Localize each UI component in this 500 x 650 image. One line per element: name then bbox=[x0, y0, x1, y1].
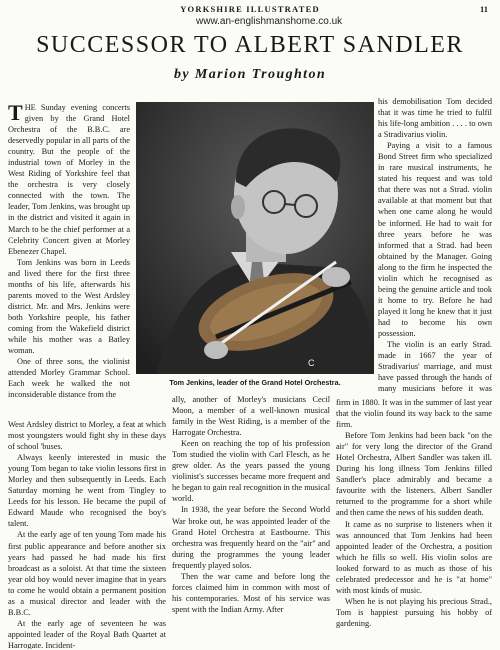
paragraph: Tom Jenkins was born in Leeds and lived there for the first three months of his life, afterwards his parents moved to the West Ardsley district. Mr. and Mrs. Jenkins were both Yorkshire people, his father coming from the Wakefield district while his mother was a Batley woman. bbox=[8, 257, 130, 356]
page-number: 11 bbox=[479, 4, 488, 14]
paragraph: It came as no surprise to listeners when it was announced that Tom Jenkins had been appointed leader of the Orchestra, a position which he fills so well. His violin solos are looked forward to as much as those of his celebrated predecessor and he is "at home" with most kinds of music. bbox=[336, 519, 492, 595]
paragraph: Paying a visit to a famous Bond Street firm who specialized in rare musical instruments, he stated his request and was told that there was not a Strad. violin available at that moment but that when one came along he would be informed. He had to wait for three years before he was informed that a Strad. had been obtained by the Manager. Going along to the firm he inspected the violin which he recognised as being the genuine article and took it home to try. Before he had played it long he knew that it just had to become his own possession. bbox=[378, 141, 492, 338]
column-2 bbox=[172, 394, 330, 649]
portrait-photo bbox=[136, 102, 374, 374]
paragraph: Then the war came and before long the forces claimed him in common with most of his contemporaries. Most of his service was spent with the Indian Army. After bbox=[172, 571, 330, 614]
column-1-bottom bbox=[8, 419, 166, 649]
paragraph: At the early age of seventeen he was appointed leader of the Royal Bath Quartet at Harrogate. Incident- bbox=[8, 618, 166, 649]
column-3-top bbox=[378, 96, 492, 394]
photo-credit-mark: C bbox=[308, 358, 315, 368]
paragraph: One of three sons, the violinist attended Morley Grammar School. Each week he walked the not inconsiderable distance from the bbox=[8, 357, 130, 400]
paragraph: Before Tom Jenkins had been back "on the air" for very long the director of the Grand Hotel Orchestra, Albert Sandler was taken ill. During his long illness Tom Jenkins filled Sandler's place admirably and became a favourite with the listeners. Albert Sandler returned to the programme for a short while and then came the news of his sudden death. bbox=[336, 431, 492, 518]
paragraph: firm in 1880. It was in the summer of last year that the violin found its way back to the same firm. bbox=[336, 398, 492, 430]
column-1-top bbox=[8, 102, 130, 418]
paragraph: When he is not playing his precious Strad., Tom is happiest pursuing his hobby of gardening. bbox=[336, 596, 492, 628]
article-title: SUCCESSOR TO ALBERT SANDLER bbox=[36, 32, 464, 58]
watermark-url: www.an-englishmanshome.co.uk bbox=[196, 16, 343, 27]
paragraph: Always keenly interested in music the young Tom began to take violin lessons first in Morley and then subsequently in Leeds. Each Saturday morning he went from Tingley to Leeds for his lesson. He became the pupil of Edward Maude who recognised the boy's talent. bbox=[8, 453, 166, 529]
drop-cap: T bbox=[8, 102, 23, 125]
paragraph: West Ardsley district to Morley, a feat at which most youngsters would fight shy in these days of school 'buses. bbox=[8, 420, 166, 452]
paragraph: At the early age of ten young Tom made his first public appearance and before another six years had passed he had made his first broadcast as a soloist. At that time the sixteen year old boy would never imagine that in years to come he would obtain a permanent position as a musical director and leader with the B.B.C. bbox=[8, 530, 166, 617]
column-3-bottom bbox=[336, 397, 492, 649]
paragraph: In 1938, the year before the Second World War broke out, he was appointed leader of the Grand Hotel Orchestra at Eastbourne. This orchestra was frequently heard on the "air" and during the programmes the young leader frequently played solos. bbox=[172, 505, 330, 570]
paragraph: HE Sunday evening concerts given by the Grand Hotel Orchestra of the B.B.C. are deservedly popular in all parts of the country. But the people of the industrial town of Morley in the West Riding of Yorkshire feel that the orchestra is very closely connected with the town. The leader, Tom Jenkins, was brought up in the district and visited it again in March to be the chief performer at a Celebrity Concert given at Morley Ebenezer Chapel. bbox=[8, 103, 130, 256]
article-byline: by Marion Troughton bbox=[173, 67, 327, 82]
paragraph: ally, another of Morley's musicians Cecil Moon, a member of a well-known musical family in the West Riding, is a member of the Harrogate Orchestra. bbox=[172, 395, 330, 438]
paragraph: his demobilisation Tom decided that it was time he tried to fulfil his life-long ambition . . . . to own a Stradivarius violin. bbox=[378, 97, 492, 140]
paragraph: The violin is an early Strad. made in 1667 the year of Stradivarius' marriage, and must have passed through the hands of many musicians before it was bbox=[378, 340, 492, 394]
violinist-illustration bbox=[136, 102, 374, 374]
running-head: YORKSHIRE ILLUSTRATED bbox=[180, 4, 320, 14]
photo-caption: Tom Jenkins, leader of the Grand Hotel Orchestra. bbox=[169, 378, 341, 387]
paragraph: Keen on reaching the top of his profession Tom studied the violin with Carl Flesch, as he grew older. As the years passed the young violinist's successes became more frequent and he began to gain real recognition in the musical world. bbox=[172, 439, 330, 504]
